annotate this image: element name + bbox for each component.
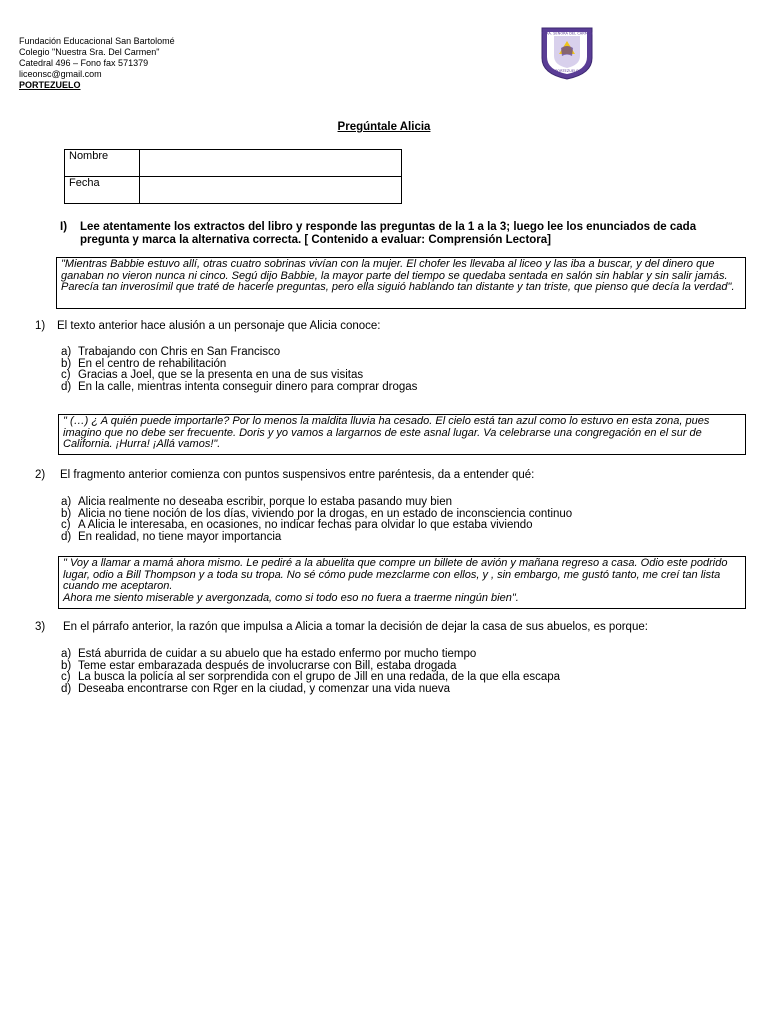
- option-text: A Alicia le interesaba, en ocasiones, no indicar fechas para olvidar lo que estaba viviendo: [78, 519, 533, 532]
- option-letter: a): [61, 346, 72, 358]
- excerpt-box: " (…) ¿ A quién puede importarle? Por lo menos la maldita lluvia ha cesado. El cielo está tan azul como lo estuvo en esta zona, pues imagino que no debe ser frecuente. Doris y yo vamos a largarnos de este asnal lugar. Va celebrarse una congregación en el sur de California. ¡Hurra! ¡Allá vamos!".: [58, 414, 746, 455]
- header-line: liceonsc@gmail.com: [19, 69, 102, 79]
- excerpt-box: "Mientras Babbie estuvo allí, otras cuatro sobrinas vivían con la mujer. El chofer les llevaba al liceo y las iba a buscar, y del dinero que ganaban no vieron nunca ni cinco. Segú dijo Babbie, la mayor parte del tiempo se quedaba sentada en salón sin hablar y sin salir jamás. Parecía tan inverosímil que traté de hacerle preguntas, pero ella siguió hablando tan distante y tan triste, que pienso que decía la verdad".: [56, 257, 746, 309]
- option-letter: a): [61, 648, 72, 660]
- option-text: Alicia no tiene noción de los días, viviendo por la drogas, en un estado de inconsciencia continuo: [78, 507, 573, 520]
- header-line: Catedral 496 – Fono fax 571379: [19, 58, 149, 68]
- question-text: El texto anterior hace alusión a un personaje que Alicia conoce:: [57, 320, 381, 332]
- option-letter: b): [61, 659, 72, 672]
- question: [35, 469, 534, 481]
- question: [35, 320, 381, 332]
- question: [35, 621, 648, 633]
- instruction-number: I): [60, 221, 68, 233]
- question-number: 1): [35, 320, 46, 332]
- form-row: [65, 177, 402, 204]
- option-text: Está aburrida de cuidar a su abuelo que ha estado enfermo por mucho tiempo: [78, 648, 477, 660]
- option-text: Deseaba encontrarse con Rger en la ciudad, y comenzar una vida nueva: [78, 682, 451, 695]
- logo-lettering: NTRA. SEÑORA DEL CARMEN: [541, 31, 593, 36]
- question-number: 3): [35, 621, 46, 633]
- option-letter: d): [61, 682, 72, 695]
- option-text: En realidad, no tiene mayor importancia: [78, 530, 282, 543]
- option-letter: b): [61, 357, 72, 370]
- header-line: Fundación Educacional San Bartolomé: [19, 36, 175, 46]
- option-letter: c): [61, 671, 71, 684]
- options-list: [61, 497, 572, 543]
- option-item[interactable]: [61, 684, 560, 696]
- instruction: [60, 221, 724, 247]
- name-label: Nombre: [65, 150, 140, 177]
- option-item[interactable]: [61, 532, 572, 544]
- school-logo: [539, 26, 595, 80]
- logo-lettering: PORTEZUELO: [555, 69, 579, 73]
- option-letter: c): [61, 369, 71, 382]
- option-text: En la calle, mientras intenta conseguir dinero para comprar drogas: [78, 380, 418, 393]
- date-label: Fecha: [65, 177, 140, 204]
- date-field[interactable]: [140, 177, 402, 204]
- question-text: En el párrafo anterior, la razón que impulsa a Alicia a tomar la decisión de dejar la casa de sus abuelos, es porque:: [63, 621, 648, 633]
- name-field[interactable]: [140, 150, 402, 177]
- option-text: Trabajando con Chris en San Francisco: [78, 346, 281, 358]
- excerpt-box: " Voy a llamar a mamá ahora mismo. Le pediré a la abuelita que compre un billete de avión y mañana regreso a casa. Odio este podrido lugar, odio a Bill Thompson y a toda su tropa. No sé cómo pude mezclarme con ellos, y , sin embargo, me gustó tanto, me creí tan lista cuando me aceptaron. Ahora me siento miserable y avergonzada, como si todo eso no fuera a traerme ningún bien".: [58, 556, 746, 609]
- option-text: La busca la policía al ser sorprendida con el grupo de Jill en una redada, de la que ella escapa: [78, 671, 561, 684]
- header-line: Colegio "Nuestra Sra. Del Carmen": [19, 47, 160, 57]
- option-text: Gracias a Joel, que se la presenta en una de sus visitas: [78, 369, 364, 382]
- page-title: Pregúntale Alicia: [337, 121, 431, 133]
- question-text: El fragmento anterior comienza con puntos suspensivos entre paréntesis, da a entender qué:: [60, 469, 535, 481]
- header-place: PORTEZUELO: [19, 80, 81, 90]
- option-letter: d): [61, 380, 72, 393]
- option-letter: b): [61, 507, 72, 520]
- option-text: En el centro de rehabilitación: [78, 357, 227, 370]
- option-text: Teme estar embarazada después de involucrarse con Bill, estaba drogada: [78, 659, 457, 672]
- instruction-text: Lee atentamente los extractos del libro y responde las preguntas de la 1 a la 3; luego lee los enunciados de cada pregunta y marca la alternativa correcta. [ Contenido a evaluar: Comprensión Lectora]: [80, 221, 697, 246]
- form-row: [65, 150, 402, 177]
- option-item[interactable]: [61, 382, 417, 394]
- student-info-table: [64, 149, 402, 204]
- option-letter: c): [61, 519, 71, 532]
- option-letter: a): [61, 496, 72, 508]
- school-header: [19, 36, 175, 91]
- options-list: [61, 347, 417, 393]
- question-number: 2): [35, 469, 46, 481]
- option-text: Alicia realmente no deseaba escribir, porque lo estaba pasando muy bien: [78, 496, 452, 508]
- option-letter: d): [61, 530, 72, 543]
- options-list: [61, 649, 560, 695]
